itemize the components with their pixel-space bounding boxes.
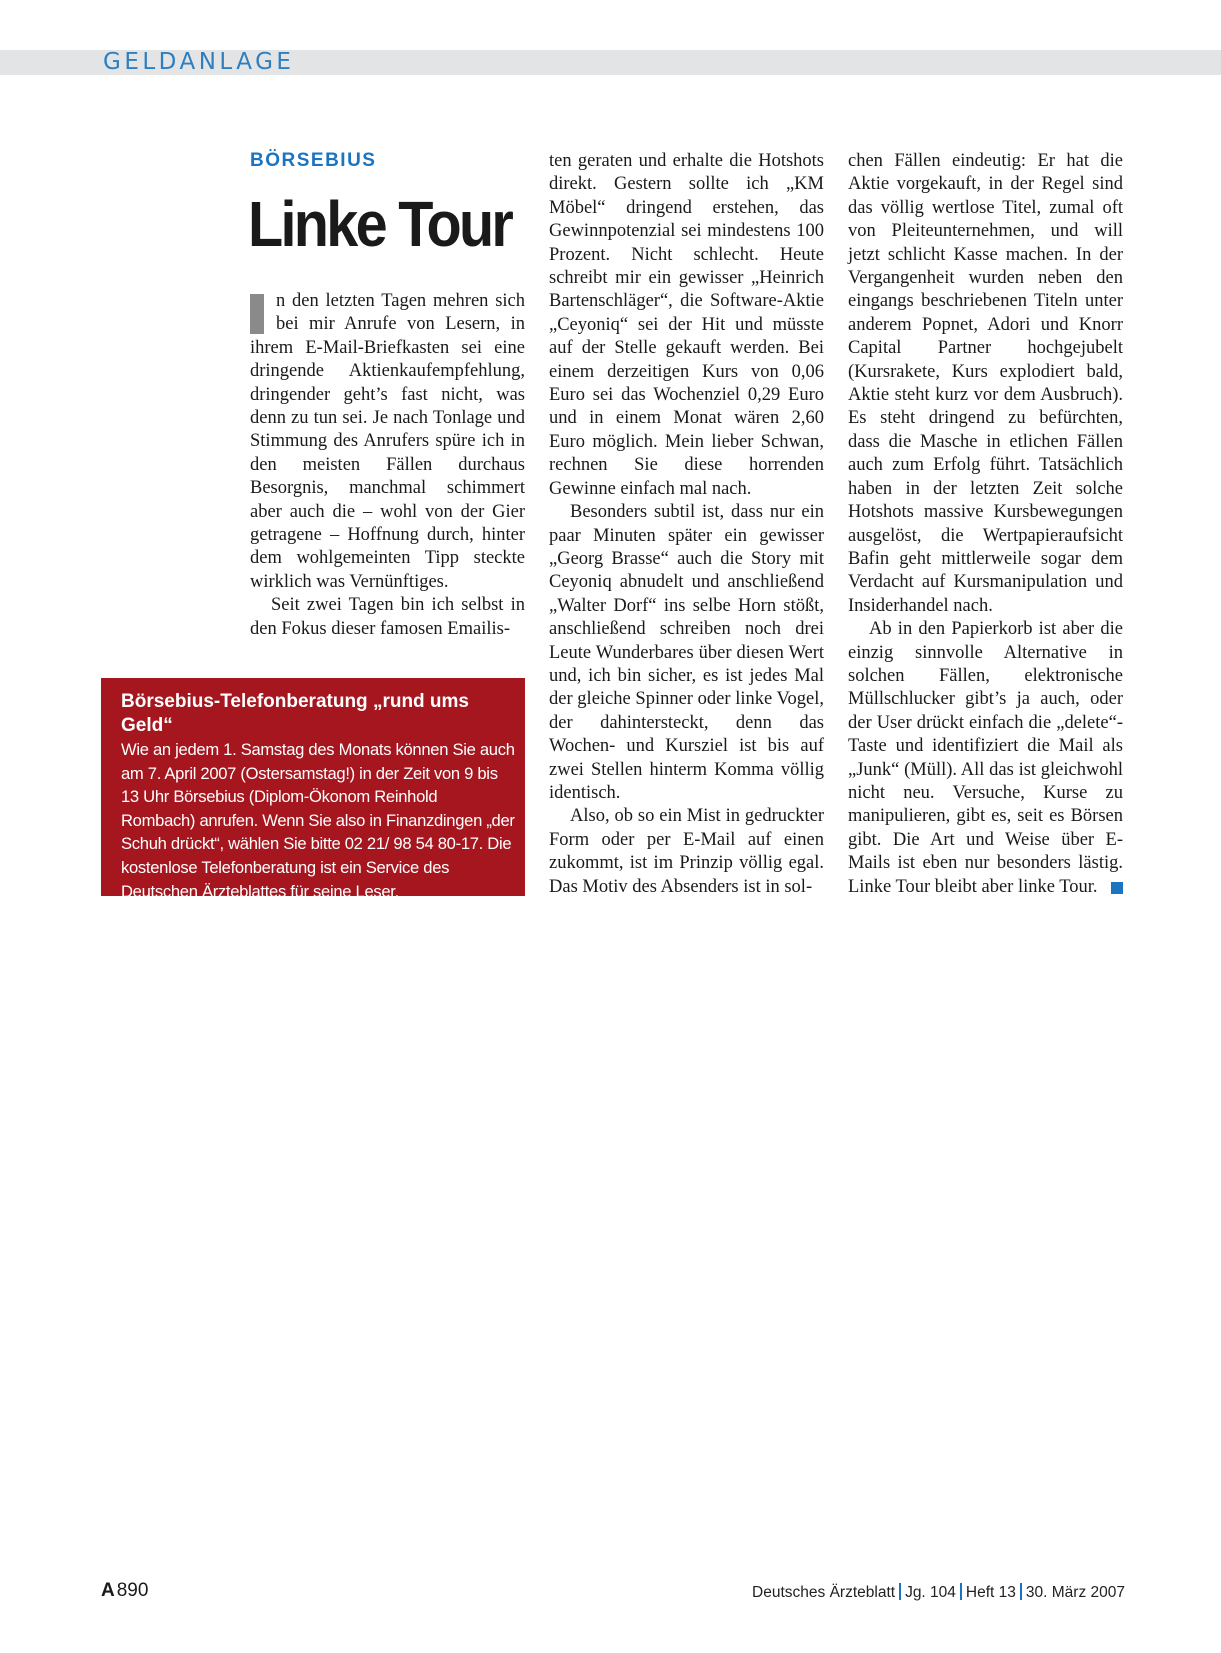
info-box-title: Börsebius-Telefonberatung „rund ums Geld“ xyxy=(121,691,470,736)
journal-name: Deutsches Ärzteblatt xyxy=(752,1584,896,1601)
info-box xyxy=(101,678,525,901)
page-number-value: 890 xyxy=(116,1580,149,1601)
paragraph: Seit zwei Tagen bin ich selbst in den Fokus dieser famosen Emailis- xyxy=(250,595,525,639)
separator xyxy=(899,1583,901,1600)
separator xyxy=(1020,1583,1022,1600)
article-column-2 xyxy=(549,150,824,899)
info-box-body: Wie an jedem 1. Samstag des Monats können Sie auch am 7. April 2007 (Ostersamstag!) in der Zeit von 9 bis 13 Uhr Börsebius (Diplom-Ökonom Reinhold Rombach) anrufen. Wenn Sie also in Finanzdingen „der Schuh drückt“, wählen Sie bitte 02 21/ 98 54 80-17. Die kostenlose Telefonberatung ist ein Service des Deutschen Ärzteblattes für seine Leser. xyxy=(121,740,515,901)
article-headline: Linke Tour xyxy=(248,188,512,260)
article-kicker: BÖRSEBIUS xyxy=(250,150,377,171)
drop-cap-mark xyxy=(250,294,264,334)
paragraph: Besonders subtil ist, dass nur ein paar Minuten später ein gewisser „Georg Brasse“ auch die Story mit Ceyoniq abnudelt und anschließend „Walter Dorf“ ins selbe Horn stößt, anschließend schreiben noch drei Leute Wunderbares über diesen Wert und, ich bin sicher, es ist jedes Mal der gleiche Spinner oder linke Vogel, der dahintersteckt, denn das Wochen- und Kursziel ist bis auf zwei Stellen hinterm Komma völlig identisch. xyxy=(549,502,824,803)
journal-issue: Heft 13 xyxy=(965,1584,1016,1601)
paragraph-text: Ab in den Papierkorb ist aber die einzig sinnvolle Alternative in solchen Fällen, elektronische Müllschlucker gibt’s ja auch, oder der User drückt einfach die „delete“-Taste und identifiziert die Mail als „Junk“ (Müll). All das ist gleichwohl nicht neu. Versuche, Kurse zu manipulieren, gibt es, seit es Börsen gibt. Die Art und Weise über E-Mails ist eben nur besonders lästig. Linke Tour bleibt aber linke Tour. xyxy=(848,619,1123,897)
journal-volume: Jg. 104 xyxy=(905,1584,956,1601)
paragraph xyxy=(848,618,1123,899)
page-number xyxy=(101,1580,148,1602)
page-prefix: A xyxy=(101,1580,115,1601)
end-of-article-icon xyxy=(1111,882,1123,894)
paragraph: ten geraten und erhalte die Hotshots direkt. Gestern sollte ich „KM Möbel“ dringend erstehen, das Gewinnpotenzial sei mindestens 100 Prozent. Nicht schlecht. Heute schreibt mir ein gewisser „Heinrich Bartenschläger“, die Software-Aktie „Ceyoniq“ sei der Hit und müsste auf der Stelle gekauft werden. Bei einem derzeitigen Kurs von 0,06 Euro sei das Wochenziel 0,29 Euro und in einem Monat wären 2,60 Euro möglich. Mein lieber Schwan, rechnen Sie diese horrenden Gewinne einfach mal nach. xyxy=(549,151,824,499)
separator xyxy=(960,1583,962,1600)
paragraph: Also, ob so ein Mist in gedruckter Form oder per E-Mail auf einen zukommt, ist im Prinzip völlig egal. Das Motiv des Absenders ist in sol- xyxy=(549,806,824,897)
article-column-1 xyxy=(250,290,525,641)
journal-date: 30. März 2007 xyxy=(1025,1584,1125,1601)
section-label: GELDANLAGE xyxy=(103,49,295,75)
paragraph: chen Fällen eindeutig: Er hat die Aktie vorgekauft, in der Regel sind das völlig wertlose Titel, zumal oft von Pleiteunternehmen, und will jetzt schlicht Kasse machen. In der Vergangenheit wurden neben den eingangs beschriebenen Titeln unter anderem Popnet, Adori und Knorr Capital Partner hochgejubelt (Kursrakete, Kurs explodiert bald, Aktie steht kurz vor dem Ausbruch). Es steht dringend zu befürchten, dass die Masche in etlichen Fällen auch zum Erfolg führt. Tatsächlich haben in der letzten Zeit solche Hotshots massive Kursbewegungen ausgelöst, die Wertpapieraufsicht Bafin geht mittlerweile sogar dem Verdacht auf Kursmanipulation und Insiderhandel nach. xyxy=(848,151,1123,616)
article-column-3 xyxy=(848,150,1123,899)
journal-citation xyxy=(752,1583,1125,1602)
paragraph: n den letzten Tagen mehren sich bei mir Anrufe von Lesern, in ihrem E-Mail-Briefkasten sei eine dringende Aktienkaufempfehlung, dringender geht’s fast nicht, was denn zu tun sei. Je nach Tonlage und Stimmung des Anrufers spüre ich in den meisten Fällen durchaus Besorgnis, manchmal schimmert aber auch die – wohl von der Gier getragene – Hoffnung durch, hinter dem wohlgemeinten Tipp steckte wirklich was Vernünftiges. xyxy=(250,291,525,592)
